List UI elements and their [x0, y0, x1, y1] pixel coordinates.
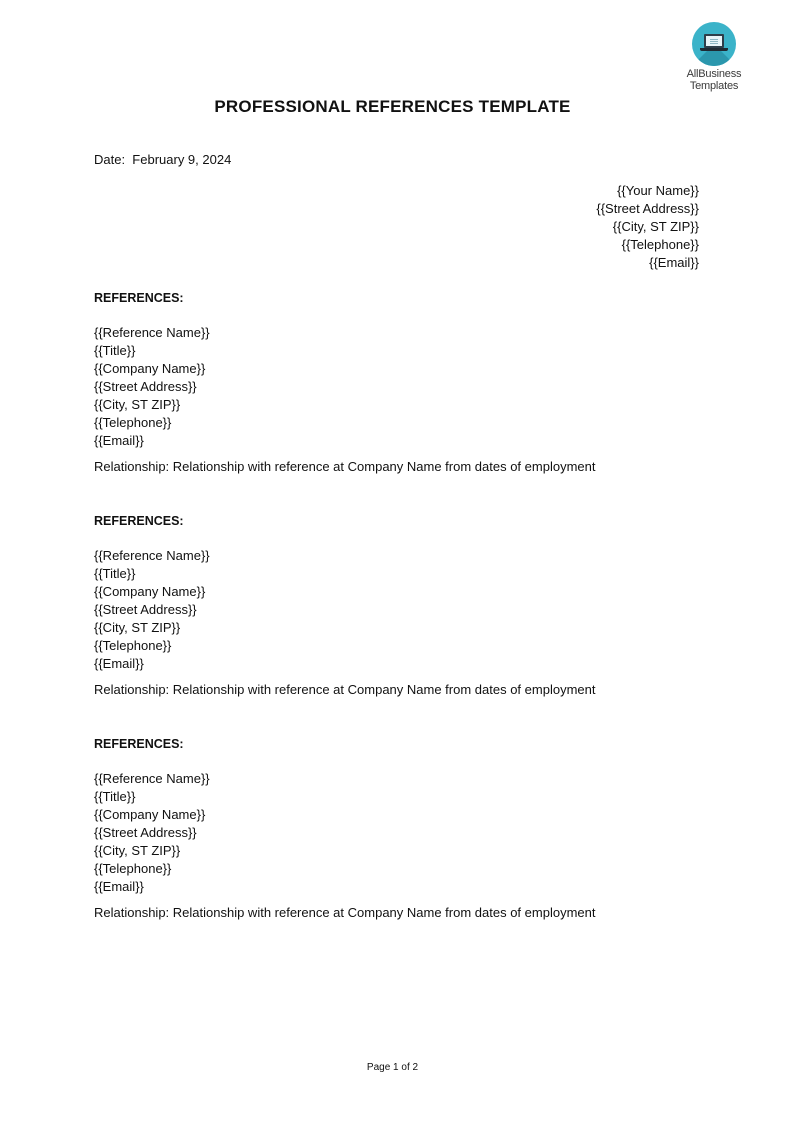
reference-email: {{Email}} [94, 656, 144, 671]
reference-details [94, 547, 595, 673]
reference-city: {{City, ST ZIP}} [94, 397, 181, 412]
logo-badge [692, 22, 736, 66]
reference-telephone: {{Telephone}} [94, 415, 172, 430]
reference-company: {{Company Name}} [94, 584, 206, 599]
reference-email: {{Email}} [94, 433, 144, 448]
logo-text-line1: AllBusiness [686, 68, 742, 80]
logo-text-line2: Templates [689, 80, 739, 92]
text-line-icon [710, 43, 718, 44]
laptop-base-icon [700, 48, 728, 51]
reference-details [94, 324, 595, 450]
reference-telephone: {{Telephone}} [94, 861, 172, 876]
reference-name: {{Reference Name}} [94, 548, 210, 563]
sender-email: {{Email}} [649, 255, 699, 270]
reference-details [94, 770, 595, 896]
reference-block-2 [94, 512, 595, 699]
reference-block-1 [94, 289, 595, 476]
sender-telephone: {{Telephone}} [621, 237, 699, 252]
reference-block-3 [94, 735, 595, 922]
date-line: Date: February 9, 2024 [94, 152, 232, 167]
reference-title: {{Title}} [94, 789, 136, 804]
reference-email: {{Email}} [94, 879, 144, 894]
reference-relationship: Relationship: Relationship with reference at Company Name from dates of employment [94, 459, 596, 474]
reference-city: {{City, ST ZIP}} [94, 843, 181, 858]
reference-street: {{Street Address}} [94, 825, 197, 840]
logo-text [680, 68, 748, 92]
allbusiness-templates-logo [680, 22, 748, 92]
reference-heading: REFERENCES: [94, 514, 184, 528]
reference-city: {{City, ST ZIP}} [94, 620, 181, 635]
reference-name: {{Reference Name}} [94, 325, 210, 340]
reference-company: {{Company Name}} [94, 807, 206, 822]
reference-relationship: Relationship: Relationship with reference at Company Name from dates of employment [94, 905, 596, 920]
sender-street: {{Street Address}} [596, 201, 699, 216]
document-title: PROFESSIONAL REFERENCES TEMPLATE [214, 97, 571, 116]
sender-name: {{Your Name}} [617, 183, 699, 198]
text-line-icon [710, 41, 718, 42]
page-number-footer: Page 1 of 2 [366, 1062, 419, 1073]
laptop-screen-icon [706, 36, 722, 46]
text-line-icon [710, 39, 718, 40]
reference-street: {{Street Address}} [94, 379, 197, 394]
sender-address-block [596, 182, 699, 272]
reference-street: {{Street Address}} [94, 602, 197, 617]
reference-heading: REFERENCES: [94, 291, 184, 305]
reference-relationship: Relationship: Relationship with reference at Company Name from dates of employment [94, 682, 596, 697]
reference-title: {{Title}} [94, 566, 136, 581]
sender-city: {{City, ST ZIP}} [612, 219, 699, 234]
reference-name: {{Reference Name}} [94, 771, 210, 786]
reference-telephone: {{Telephone}} [94, 638, 172, 653]
reference-heading: REFERENCES: [94, 737, 184, 751]
laptop-icon [704, 34, 724, 48]
reference-company: {{Company Name}} [94, 361, 206, 376]
reference-title: {{Title}} [94, 343, 136, 358]
